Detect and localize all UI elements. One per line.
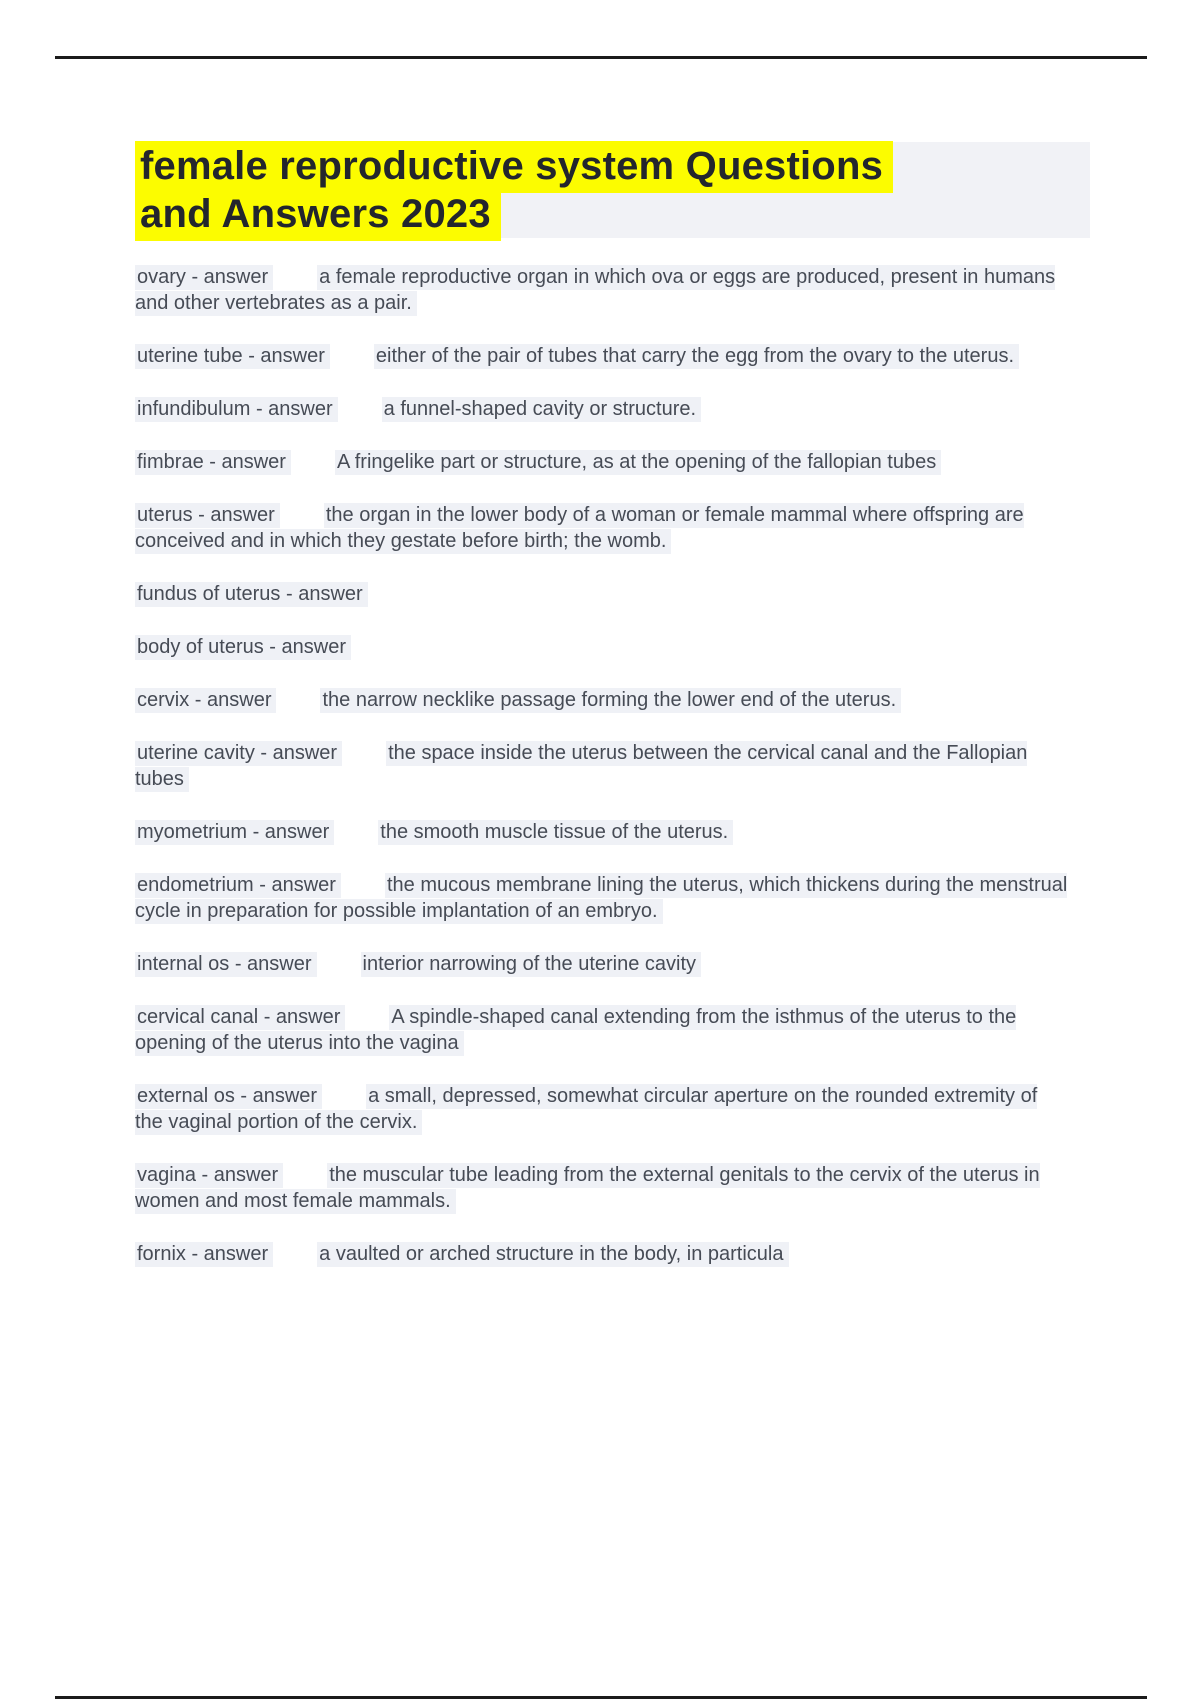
term-answer-label: fimbrae - answer xyxy=(135,450,291,475)
term-definition-gap xyxy=(345,1022,389,1023)
term-definition-gap xyxy=(280,520,324,521)
definition-text: a vaulted or arched structure in the body, in particula xyxy=(317,1242,788,1267)
term-definition-gap xyxy=(283,1180,327,1181)
definition-text: a female reproductive organ in which ova or eggs are produced, present in humans and other vertebrates as a pair. xyxy=(135,266,1056,314)
page-title-line-2 xyxy=(135,190,1090,238)
term-answer-label: infundibulum - answer xyxy=(135,397,338,422)
term-definition-gap xyxy=(322,1101,366,1102)
qa-item xyxy=(135,1241,1070,1267)
definition-text: A spindle-shaped canal extending from the isthmus of the uterus to the opening of the uterus into the vagina xyxy=(135,1006,1017,1054)
term-answer-label: cervix - answer xyxy=(135,688,276,713)
term-answer-label: fornix - answer xyxy=(135,1242,273,1267)
bottom-horizontal-rule xyxy=(55,1696,1147,1699)
definition-text: a funnel-shaped cavity or structure. xyxy=(382,397,701,422)
term-definition-gap xyxy=(330,361,374,362)
term-definition-gap xyxy=(338,414,382,415)
definition-text: the smooth muscle tissue of the uterus. xyxy=(378,820,733,845)
definition-text: the space inside the uterus between the cervical canal and the Fallopian tubes xyxy=(135,742,1028,790)
term-answer-label: uterus - answer xyxy=(135,503,280,528)
qa-item xyxy=(135,1083,1070,1135)
definition-text: interior narrowing of the uterine cavity xyxy=(361,952,702,977)
term-definition-gap xyxy=(273,1259,317,1260)
qa-item xyxy=(135,1162,1070,1214)
top-horizontal-rule xyxy=(55,56,1147,59)
qa-item xyxy=(135,819,1070,845)
qa-item xyxy=(135,634,1070,660)
term-answer-label: endometrium - answer xyxy=(135,873,341,898)
term-answer-label: uterine cavity - answer xyxy=(135,741,342,766)
term-answer-label: myometrium - answer xyxy=(135,820,334,845)
term-definition-gap xyxy=(291,467,335,468)
term-answer-label: cervical canal - answer xyxy=(135,1005,345,1030)
term-answer-label: ovary - answer xyxy=(135,265,273,290)
definition-text: the mucous membrane lining the uterus, which thickens during the menstrual cycle in preparation for possible implantation of an embryo. xyxy=(135,874,1068,922)
definition-text: the narrow necklike passage forming the lower end of the uterus. xyxy=(320,688,901,713)
qa-item xyxy=(135,740,1070,792)
qa-item xyxy=(135,872,1070,924)
qa-item xyxy=(135,449,1070,475)
qa-item xyxy=(135,687,1070,713)
qa-item xyxy=(135,502,1070,554)
term-answer-label: body of uterus - answer xyxy=(135,635,351,660)
qa-item xyxy=(135,951,1070,977)
term-answer-label: uterine tube - answer xyxy=(135,344,330,369)
definition-text: A fringelike part or structure, as at the opening of the fallopian tubes xyxy=(335,450,941,475)
qa-item xyxy=(135,396,1070,422)
term-answer-label: fundus of uterus - answer xyxy=(135,582,368,607)
page-content xyxy=(135,142,1070,1267)
definition-text: the organ in the lower body of a woman or female mammal where offspring are conceived and in which they gestate before birth; the womb. xyxy=(135,504,1024,552)
title-highlight: female reproductive system Questions xyxy=(135,141,893,193)
definition-text: the muscular tube leading from the external genitals to the cervix of the uterus in women and most female mammals. xyxy=(135,1164,1040,1212)
term-definition-gap xyxy=(276,705,320,706)
term-answer-label: external os - answer xyxy=(135,1084,322,1109)
page-title xyxy=(135,142,1090,238)
term-definition-gap xyxy=(317,969,361,970)
term-answer-label: internal os - answer xyxy=(135,952,317,977)
definition-text: a small, depressed, somewhat circular aperture on the rounded extremity of the vaginal portion of the cervix. xyxy=(135,1085,1038,1133)
definition-text: either of the pair of tubes that carry the egg from the ovary to the uterus. xyxy=(374,344,1019,369)
term-definition-gap xyxy=(342,758,386,759)
page-title-line-1 xyxy=(135,142,1090,190)
qa-item xyxy=(135,264,1070,316)
term-definition-gap xyxy=(273,282,317,283)
title-highlight: and Answers 2023 xyxy=(135,189,501,241)
qa-item xyxy=(135,581,1070,607)
question-answer-list xyxy=(135,264,1070,1267)
qa-item xyxy=(135,1004,1070,1056)
term-answer-label: vagina - answer xyxy=(135,1163,283,1188)
term-definition-gap xyxy=(334,837,378,838)
term-definition-gap xyxy=(341,890,385,891)
qa-item xyxy=(135,343,1070,369)
